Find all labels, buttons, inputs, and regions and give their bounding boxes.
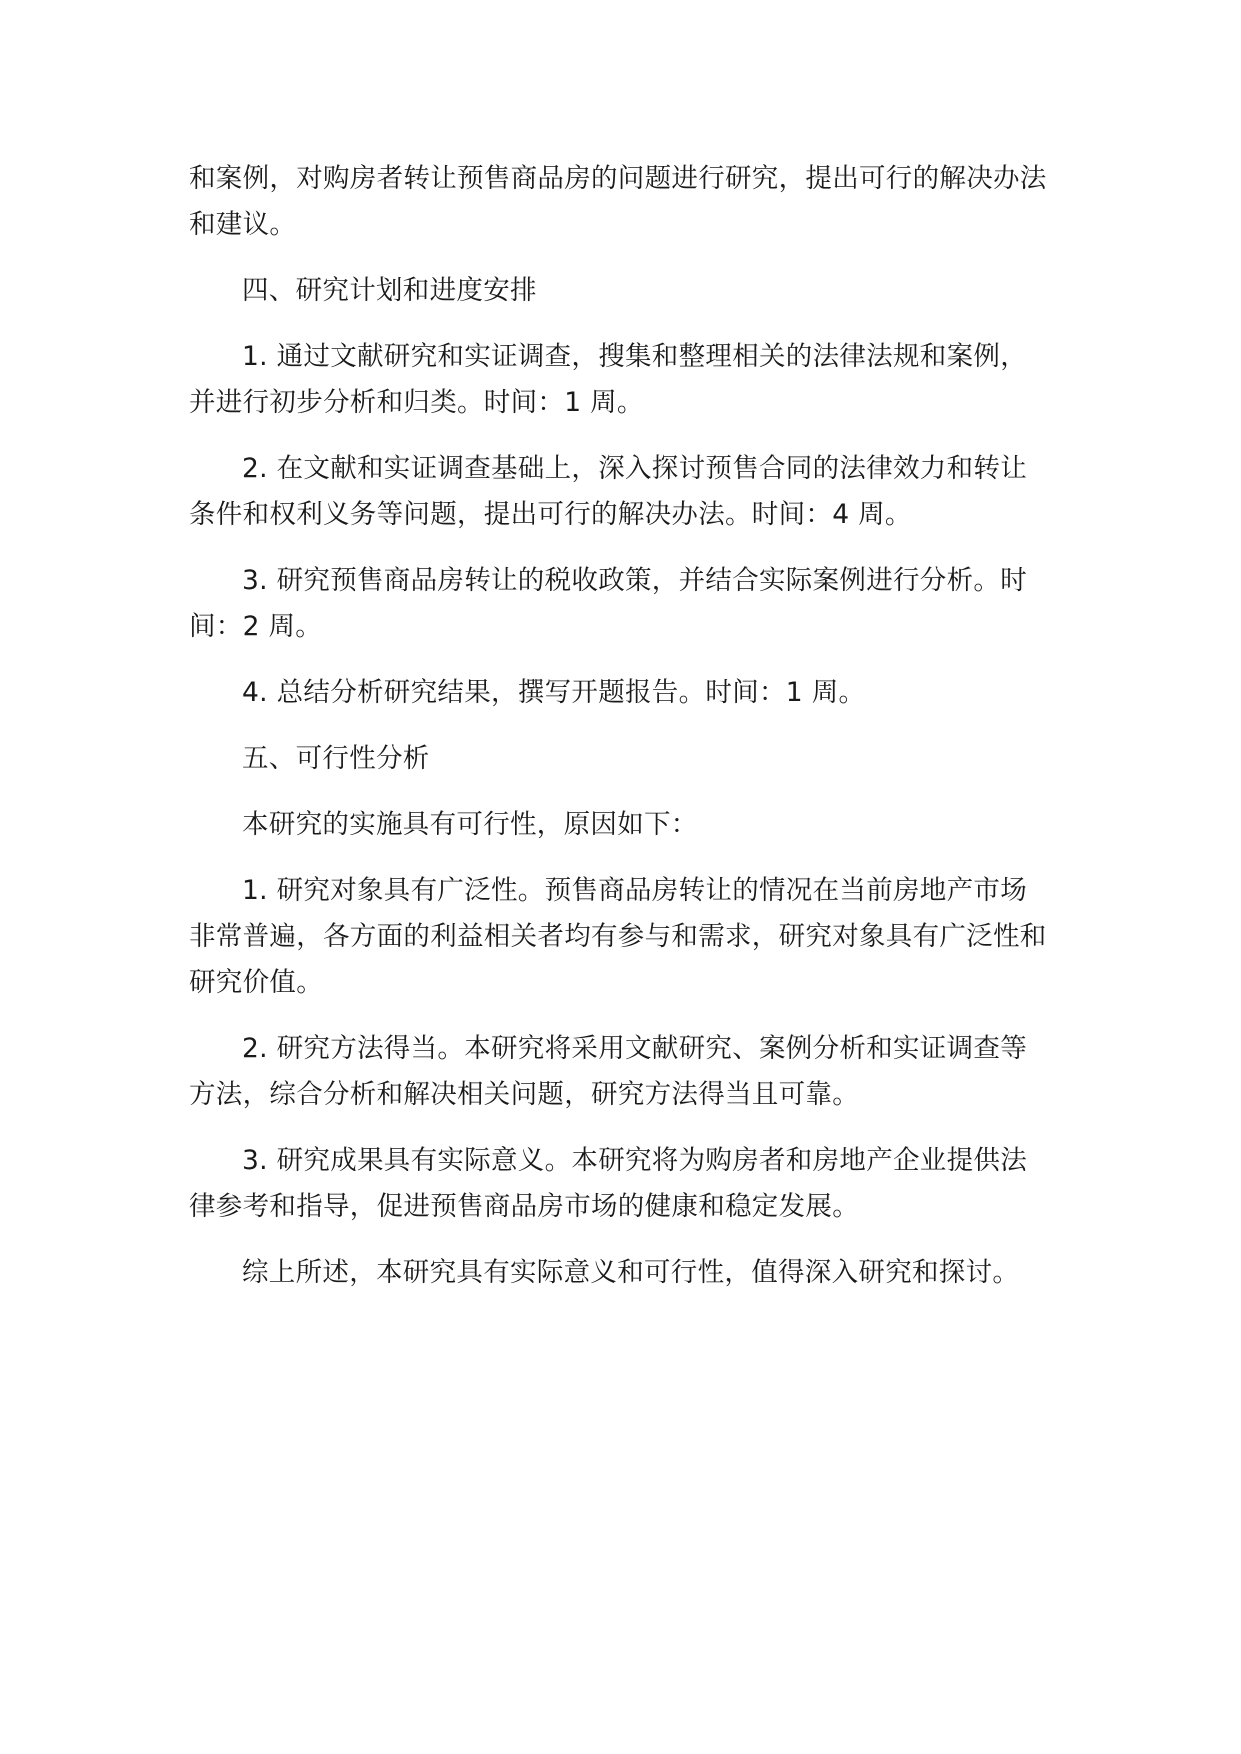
plan-item-1: 1. 通过文献研究和实证调查，搜集和整理相关的法律法规和案例，并进行初步分析和归类。时间：1 周。	[189, 341, 1028, 418]
section-heading-research-plan: 四、研究计划和进度安排	[242, 275, 537, 306]
document-page	[189, 156, 1049, 1316]
feasibility-item-1: 1. 研究对象具有广泛性。预售商品房转让的情况在当前房地产市场非常普遍，各方面的利益相关者均有参与和需求，研究对象具有广泛性和研究价值。	[189, 875, 1047, 998]
plan-item-4: 4. 总结分析研究结果，撰写开题报告。时间：1 周。	[242, 677, 866, 708]
plan-item-3: 3. 研究预售商品房转让的税收政策，并结合实际案例进行分析。时间：2 周。	[189, 565, 1028, 642]
plan-item-2: 2. 在文献和实证调查基础上，深入探讨预售合同的法律效力和转让条件和权利义务等问题，提出可行的解决办法。时间：4 周。	[189, 453, 1028, 530]
section-heading-feasibility: 五、可行性分析	[242, 743, 430, 774]
paragraph-continuation: 和案例，对购房者转让预售商品房的问题进行研究，提出可行的解决办法和建议。	[189, 163, 1047, 240]
conclusion-paragraph: 综上所述，本研究具有实际意义和可行性，值得深入研究和探讨。	[242, 1257, 1020, 1288]
feasibility-item-2: 2. 研究方法得当。本研究将采用文献研究、案例分析和实证调查等方法，综合分析和解决相关问题，研究方法得当且可靠。	[189, 1033, 1028, 1110]
feasibility-intro: 本研究的实施具有可行性，原因如下：	[242, 809, 698, 840]
feasibility-item-3: 3. 研究成果具有实际意义。本研究将为购房者和房地产企业提供法律参考和指导，促进预售商品房市场的健康和稳定发展。	[189, 1145, 1028, 1222]
